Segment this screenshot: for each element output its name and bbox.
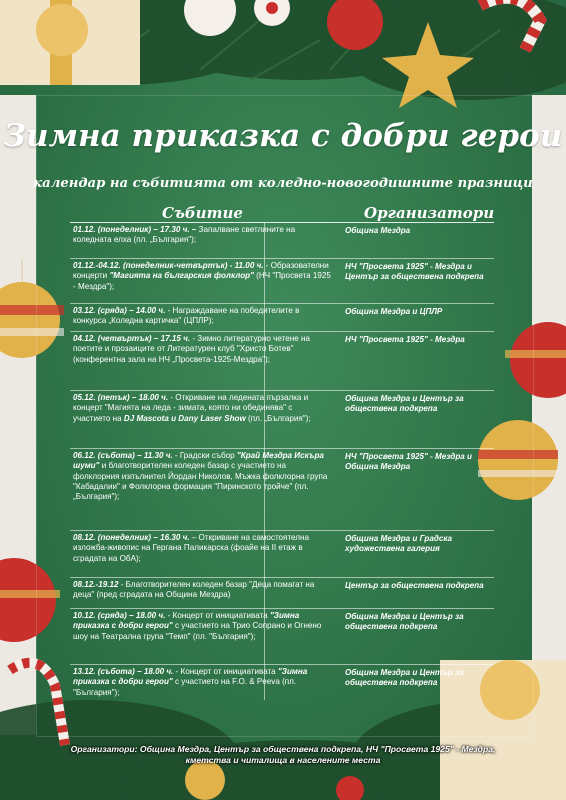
footer-organizers: Организатори: Община Мездра, Център за обществена подкрепа, НЧ "Просвета 1925" - Мездра, кметства и читалища в населените места [70, 744, 496, 765]
organizer-cell: Община Мездра [345, 226, 411, 235]
gold-bauble-bottom-icon [185, 760, 225, 800]
organizer-cell: Община Мездра и Център за обществена подкрепа [345, 668, 464, 688]
organizer-cell: НЧ "Просвета 1925" - Мездра [345, 335, 465, 344]
event-cell: 01.12.-04.12. (понеделник-четвъртък) - 11.00 ч. - Образователни концерти "Магията на българския фолклор" (НЧ "Просвета 1925 - Мездра"); [73, 261, 331, 291]
events-table [70, 222, 494, 711]
event-cell: 08.12. (понеделник) – 16.30 ч. – Откриване на самостоятелна изложба-живопис на Гергана Паликарска (фоайе на II етаж в сградата на ОбА); [73, 533, 309, 563]
event-cell: 01.12. (понеделник) – 17.30 ч. – Запалване светлините на коледната елха (пл. „България"); [73, 225, 296, 245]
event-cell: 05.12. (петък) – 18.00 ч. - Откриване на ледената пързалка и концерт "Магията на леда - зимата, която ни обединява" с участието на DJ Mascota и Dany Laser Show (пл. „България"); [73, 393, 311, 423]
page-subtitle: календар на събитията от коледно-новогодишните празници [33, 176, 533, 191]
organizer-cell: НЧ "Просвета 1925" - Мездра и Община Мездра [345, 452, 472, 472]
table-row [70, 608, 494, 664]
table-row [70, 664, 494, 711]
event-cell: 03.12. (сряда) – 14.00 ч. - Награждаване на победителите в конкурса „Коледна картичка" (ЦПЛР); [73, 306, 300, 326]
event-cell: 13.12. (събота) – 18.00 ч. - Концерт от инициативата "Зимна приказка с добри герои" с участието на F.O. & Peeva (пл. "България"); [73, 667, 308, 697]
table-row [70, 530, 494, 577]
event-cell: 08.12.-19.12 - Благотворителен коледен базар "Деца помагат на деца" (пред сградата на Община Мездра) [73, 580, 315, 600]
table-row [70, 448, 494, 530]
organizer-cell: НЧ "Просвета 1925" - Мездра и Център за обществена подкрепа [345, 262, 484, 282]
event-cell: 06.12. (събота) – 11.30 ч. - Градски събор "Край Мездра Искъра шуми" и благотворителен коледен базар с участието на фолклорния изпълнител Йордан Николов, Мъжка фолклорна група "Кабадалии" и Фолклорна формация "Пиринското тройче" (пл. „България"); [73, 451, 328, 502]
organizer-cell: Община Мездра и Център за обществена подкрепа [345, 612, 464, 632]
organizer-cell: Център за обществена подкрепа [345, 581, 484, 590]
event-cell: 10.12. (сряда) – 18.00 ч. - Концерт от инициативата "Зимна приказка с добри герои" с участието на Трио Сопрано и Огнено шоу на Театрална група "Темп" (пл. "България"); [73, 611, 322, 641]
table-row [70, 331, 494, 390]
table-row [70, 258, 494, 303]
table-row [70, 222, 494, 258]
page-title: Зимна приказка с добри герои [3, 118, 563, 154]
organizer-cell: Община Мездра и Градска художествена галерия [345, 534, 453, 554]
column-header-event: Събитие [162, 204, 243, 222]
event-cell: 04.12. (четвъртък) – 17.15 ч. - Зимно литературно четене на поетите и прозаиците от Литературен клуб "Христо Ботев" (конферентна зала на НЧ „Просвета-1925-Мездра"); [73, 334, 310, 364]
organizer-cell: Община Мездра и ЦПЛР [345, 307, 443, 316]
column-header-organizers: Организатори [364, 204, 495, 222]
table-row [70, 303, 494, 331]
table-row [70, 390, 494, 448]
table-row [70, 577, 494, 608]
organizer-cell: Община Мездра и Център за обществена подкрепа [345, 394, 464, 414]
